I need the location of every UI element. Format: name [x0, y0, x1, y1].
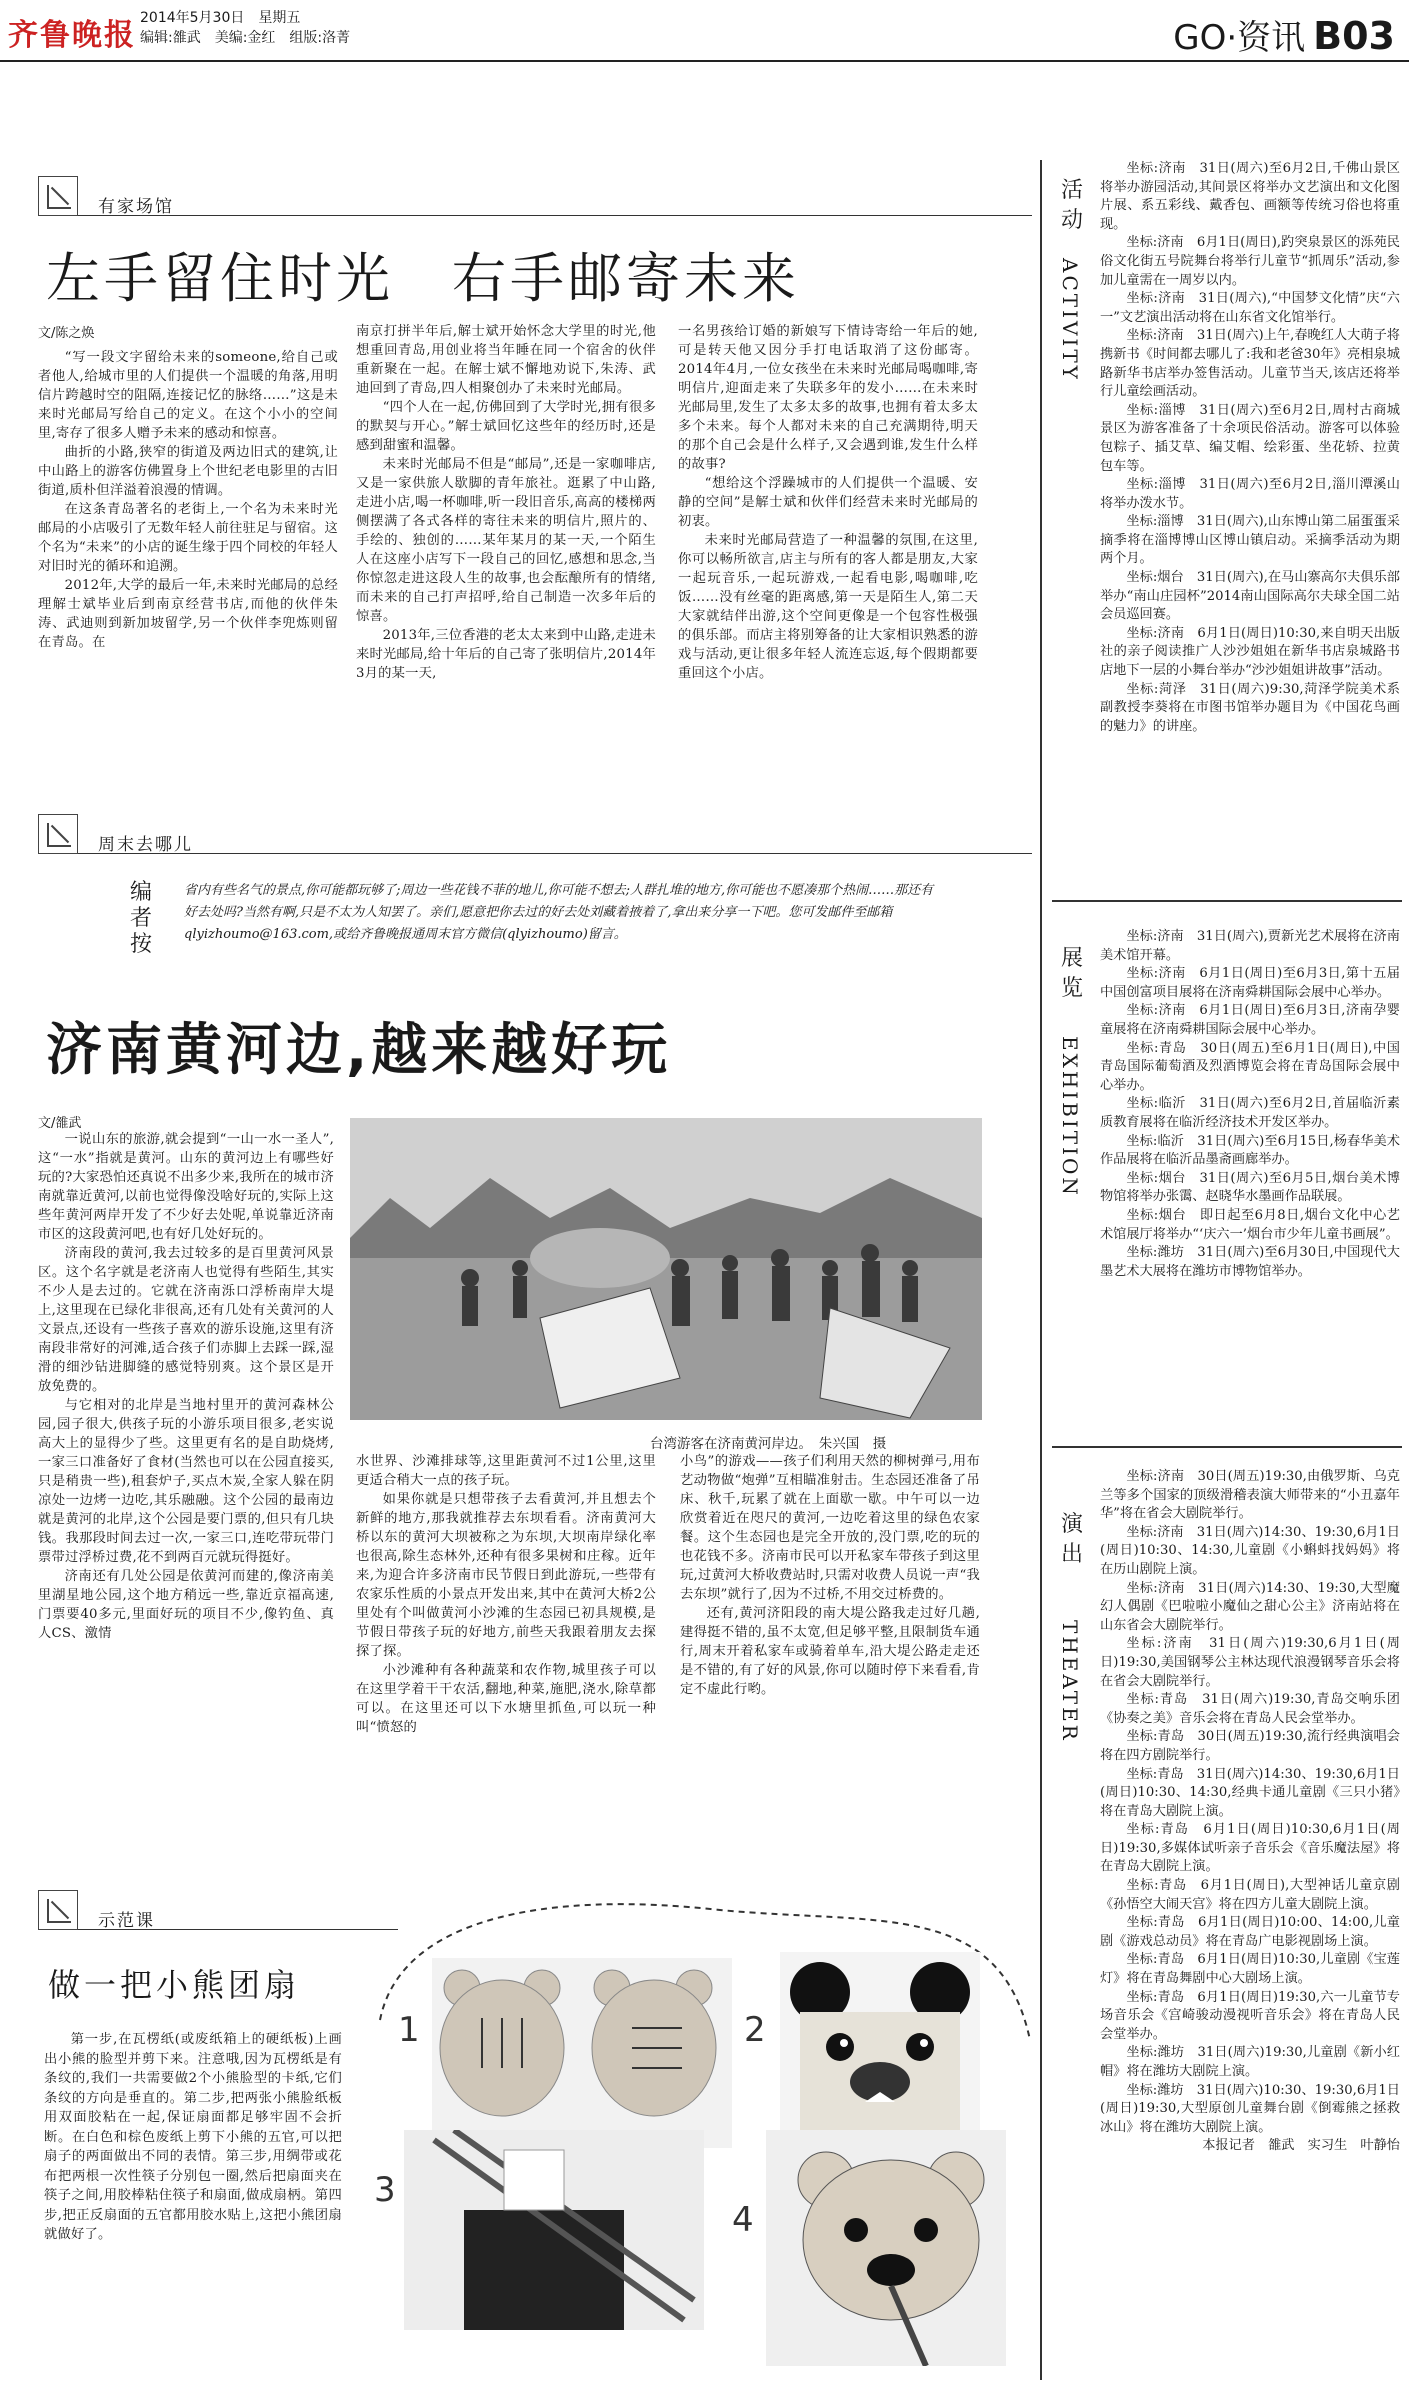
sidebar-label-theater: 演出	[1060, 1512, 1083, 1567]
list-item: 坐标:济南 31日(周六),贾新光艺术展将在济南美术馆开幕。	[1100, 929, 1400, 963]
list-item: 坐标:青岛 6月1日(周日)10:00、14:00,儿童剧《游戏总动员》将在青岛广电影视剧场上演。	[1100, 1915, 1400, 1949]
paragraph: “四个人在一起,仿佛回到了大学时光,拥有很多的默契与开心。”解士斌回忆这些年的经历时,还是感到甜蜜和温馨。	[356, 400, 656, 453]
paragraph: 2013年,三位香港的老太太来到中山路,走进未来时光邮局,给十年后的自己寄了张明信片,2014年3月的某一天,	[356, 628, 656, 681]
list-item: 坐标:潍坊 31日(周六)19:30,儿童剧《新小红帽》将在潍坊大剧院上演。	[1100, 2045, 1400, 2079]
paragraph: 小鸟”的游戏——孩子们利用天然的柳树弹弓,用布艺动物做“炮弹”互相瞄准射击。生态园还准备了吊床、秋千,玩累了就在上面歇一歇。中午可以一边欣赏着近在咫尺的黄河,一边吃着这里的绿色农家餐。这个生态园也是完全开放的,没门票,吃的玩的也花钱不多。济南市民可以开私家车带孩子到这里玩,过黄河大桥收费站时,只需对收费人员说一声“我去东坝”就行了,因为不过桥,不用交过桥费的。	[680, 1454, 980, 1602]
list-item: 坐标:烟台 31日(周六)至6月5日,烟台美术博物馆将举办张霭、赵晓华水墨画作品联展。	[1100, 1170, 1400, 1205]
section-bar-venue	[38, 176, 1032, 216]
paragraph: 在这条青岛著名的老街上,一个名为未来时光邮局的小店吸引了无数年轻人前往驻足与留宿。这个名为“未来”的小店的诞生缘于四个同校的年轻人对旧时光的循环和追溯。	[38, 502, 338, 574]
paragraph: 水世界、沙滩排球等,这里距黄河不过1公里,这里更适合稍大一点的孩子玩。	[356, 1454, 656, 1488]
photo-caption: 台湾游客在济南黄河岸边。 朱兴国 摄	[650, 1436, 887, 1452]
paragraph: 与它相对的北岸是当地村里开的黄河森林公园,园子很大,供孩子玩的小游乐项目很多,老实说高大上的显得少了些。这里更有名的是自助烧烤,一家三口准备好了食材(当然也可以在公园直接买,只是稍贵一些),租套炉子,买点木炭,全家人躲在阴凉处一边烤一边吃,其乐融融。这个公园的最南边就是黄河的北岸,这个公园是要门票的,但只有几块钱。我那段时间去过一次,一家三口,连吃带玩带门票带过浮桥过费,花不到两百元就玩得挺好。	[38, 1398, 334, 1565]
article-headline: 做一把小熊团扇	[48, 1966, 301, 2004]
step-number: 4	[732, 2200, 754, 2240]
header-meta	[140, 8, 350, 48]
editor-note-tag: 编者按	[129, 880, 152, 957]
activity-list	[1100, 160, 1400, 736]
paragraph: 2012年,大学的最后一年,未来时光邮局的总经理解士斌毕业后到南京经营书店,而他的伙伴朱涛、武迪则到新加坡留学,另一个伙伴李兜炼则留在青岛。在	[38, 578, 338, 650]
sidebar-section-divider	[1052, 900, 1402, 902]
list-item: 坐标:潍坊 31日(周六)10:30、19:30,6月1日(周日)19:30,大型原创儿童舞台剧《倒霉熊之拯救冰山》将在潍坊大剧院上演。	[1100, 2082, 1400, 2135]
section-bar-lesson	[38, 1890, 398, 1930]
list-item: 坐标:烟台 即日起至6月8日,烟台文化中心艺术馆展厅将举办“‘庆六一’烟台市少年儿童书画展”。	[1100, 1207, 1400, 1242]
step-number: 2	[744, 2010, 766, 2050]
paragraph: 济南还有几处公园是依黄河而建的,像济南美里湖星地公园,这个地方稍远一些,靠近京福高速,门票要40多元,里面好玩的项目不少,像钓鱼、真人CS、激情	[38, 1569, 334, 1641]
article2-column-1	[38, 1130, 334, 1643]
step4-finished-fan	[766, 2130, 1006, 2366]
list-item: 坐标:济南 31日(周六)至6月2日,千佛山景区将举办游园活动,其间景区将举办文艺演出和文化图片展、系五彩线、戴香包、画额等传统习俗也将重现。	[1100, 161, 1400, 232]
list-item: 坐标:济南 6月1日(周日)10:30,来自明天出版社的亲子阅读推广人沙沙姐姐在新华书店泉城路书店地下一层的小舞台举办“沙沙姐姐讲故事”活动。	[1100, 625, 1400, 679]
date-line: 2014年5月30日 星期五	[140, 10, 301, 26]
step-number: 3	[374, 2170, 396, 2210]
paragraph: 未来时光邮局不但是“邮局”,还是一家咖啡店,又是一家供旅人歇脚的青年旅社。逛累了中山路,走进小店,喝一杯咖啡,听一段旧音乐,高高的楼梯两侧摆满了各式各样的寄往未来的明信片,照片的、手绘的、独创的……某年某月的某一天,一个陌生人在这座小店写下一段自己的回忆,感想和思念,当你惊忽走进这段人生的故事,也会酝酿所有的情绪,而未来的自己打声招呼,给自己制造一次多年后的惊喜。	[356, 457, 656, 624]
paragraph: 小沙滩种有各种蔬菜和农作物,城里孩子可以在这里学着干干农活,翻地,种菜,施肥,浇水,除草都可以。在这里还可以下水塘里抓鱼,可以玩一种叫“愤怒的	[356, 1663, 656, 1735]
section-title	[1173, 10, 1395, 59]
list-item: 坐标:临沂 31日(周六)至6月15日,杨春华美术作品展将在临沂品墨斋画廊举办。	[1100, 1133, 1400, 1168]
sidebar-section-divider	[1052, 1446, 1402, 1448]
step2-bear-face	[780, 1952, 980, 2142]
reporter-credit: 本报记者 雒武 实习生 叶静怡	[1202, 2138, 1400, 2154]
list-item: 坐标:济南 30日(周五)19:30,由俄罗斯、乌克兰等多个国家的顶级滑稽表演大师带来的“小丑嘉年华”将在省会大剧院举行。	[1100, 1469, 1400, 1522]
paragraph: 南京打拼半年后,解士斌开始怀念大学里的时光,他想重回青岛,用创业将当年睡在同一个宿舍的伙伴重新聚在一起。在解士斌不懈地劝说下,朱涛、武迪回到了青岛,四人相聚创办了未来时光邮局。	[356, 324, 656, 396]
list-item: 坐标:青岛 30日(周五)19:30,流行经典演唱会将在四方剧院举行。	[1100, 1729, 1400, 1763]
article1-column-1	[38, 348, 338, 652]
list-item: 坐标:济南 31日(周六)上午,春晚红人大萌子将携新书《时间都去哪儿了:我和老爸30年》亮相泉城路新华书店举办签售活动。儿童节当天,该店还将举行儿童绘画活动。	[1100, 328, 1400, 400]
list-item: 坐标:烟台 31日(周六),在马山寨高尔夫俱乐部举办“南山庄园杯”2014南山国际高尔夫球全国二站会员巡回赛。	[1100, 570, 1400, 623]
exhibition-list	[1100, 928, 1400, 1281]
sidebar-label-activity-en: ACTIVITY	[1058, 258, 1082, 382]
article1-column-2	[356, 322, 656, 683]
paragraph: “写一段文字留给未来的someone,给自己或者他人,给城市里的人们提供一个温暖的角落,用明信片跨越时空的阻隔,连接记忆的脉络……”这是未来时光邮局写给自己的定义。在这个小小的空间里,寄存了很多人赠予未来的感动和惊喜。	[38, 350, 338, 441]
list-item: 坐标:济南 31日(周六)14:30、19:30,大型魔幻人偶剧《巴啦啦小魔仙之甜心公主》济南站将在山东省会大剧院举行。	[1100, 1580, 1400, 1633]
list-item: 坐标:济南 31日(周六)19:30,6月1日(周日)19:30,美国钢琴公主林达现代浪漫钢琴音乐会将在省会大剧院举行。	[1100, 1636, 1400, 1689]
step3-chopsticks	[404, 2130, 704, 2330]
sidebar-label-theater-en: THEATER	[1058, 1620, 1082, 1743]
theater-list	[1100, 1468, 1400, 2156]
photo-illustration	[350, 1118, 982, 1420]
list-item: 坐标:济南 6月1日(周日)至6月3日,第十五届中国创富项目展将在济南舜耕国际会展中心举办。	[1100, 966, 1400, 1000]
list-item: 坐标:淄博 31日(周六)至6月2日,淄川潭溪山将举办泼水节。	[1100, 477, 1400, 511]
list-item: 坐标:青岛 30日(周五)至6月1日(周日),中国青岛国际葡萄酒及烈酒博览会将在青岛国际会展中心举办。	[1100, 1040, 1400, 1093]
section-name: GO·资讯	[1173, 18, 1306, 58]
article-byline: 文/雒武	[38, 1116, 82, 1131]
editors-line: 编辑:雒武 美编:金红 组版:洛菁	[140, 30, 351, 46]
list-item: 坐标:青岛 6月1日(周日),大型神话儿童京剧《孙悟空大闹天宫》将在四方儿童大剧院上演。	[1100, 1878, 1400, 1912]
section-label: 示范课	[98, 1911, 155, 1931]
article2-column-2	[356, 1452, 656, 1737]
section-label: 有家场馆	[98, 197, 174, 217]
article2-column-3	[680, 1452, 980, 1699]
list-item: 坐标:济南 31日(周六)14:30、19:30,6月1日(周日)10:30、14:30,儿童剧《小蝌蚪找妈妈》将在历山剧院上演。	[1100, 1524, 1400, 1577]
paragraph: 第一步,在瓦楞纸(或废纸箱上的硬纸板)上画出小熊的脸型并剪下来。注意哦,因为瓦楞纸是有条纹的,我们一共需要做2个小熊脸型的卡纸,它们条纹的方向是垂直的。第二步,把两张小熊脸纸板用双面胶粘在一起,保证扇面都足够牢固不会折断。在白色和棕色废纸上剪下小熊的五官,可以把扇子的两面做出不同的表情。第三步,用绸带或花布把两根一次性筷子分别包一圈,然后把扇面夹在筷子之间,用胶棒粘住筷子和扇面,做成扇柄。第四步,把正反扇面的五官都用胶水贴上,这把小熊团扇就做好了。	[44, 2032, 342, 2242]
sidebar-divider	[1040, 160, 1042, 2380]
paragraph: 如果你就是只想带孩子去看黄河,并且想去个新鲜的地方,那我就推荐去东坝看看。济南黄河大桥以东的黄河大坝被称之为东坝,大坝南岸绿化率也很高,除生态林外,还种有很多果树和庄稼。近年来,为迎合许多济南市民节假日到此游玩,一些带有农家乐性质的小景点开发出来,其中在黄河大桥2公里处有个叫做黄河小沙滩的生态园已初具规模,是节假日带孩子玩的好地方,前些天我跟着朋友去探探了探。	[356, 1492, 656, 1659]
section-arrow-icon	[38, 814, 78, 854]
paragraph: 一名男孩给订婚的新娘写下情诗寄给一年后的她,可是转天他又因分手打电话取消了这份邮寄。2014年4月,一位女孩坐在未来时光邮局喝咖啡,寄明信片,迎面走来了失联多年的发小……在未来时光邮局里,发生了太多太多的故事,也拥有着太多太多个未来。每个人都对未来的自己充满期待,明天的那个自己会是什么样子,又会遇到谁,发生什么样的故事?	[678, 324, 978, 472]
list-item: 坐标:淄博 31日(周六),山东博山第二届蛋蛋采摘季将在淄博博山区博山镇启动。采摘季活动为期两个月。	[1100, 514, 1400, 567]
paragraph: 一说山东的旅游,就会提到“一山一水一圣人”,这“一水”指就是黄河。山东的黄河边上有哪些好玩的?大家恐怕还真说不出多少来,我所在的城市济南就靠近黄河,以前也觉得像没啥好玩的,实际上这些年黄河两岸开发了不少好去处呢,单说靠近济南市区的这段黄河吧,也有好几处好玩的。	[38, 1132, 334, 1242]
list-item: 坐标:青岛 6月1日(周日)10:30,6月1日(周日)19:30,多媒体试听亲子音乐会《音乐魔法屋》将在青岛大剧院上演。	[1100, 1822, 1400, 1875]
section-arrow-icon	[38, 176, 78, 216]
step-number: 1	[398, 2010, 420, 2050]
article-byline: 文/陈之焕	[38, 326, 95, 341]
paragraph: 曲折的小路,狭窄的街道及两边旧式的建筑,让中山路上的游客仿佛置身上个世纪老电影里的古旧街道,质朴但洋溢着浪漫的情调。	[38, 445, 338, 498]
list-item: 坐标:菏泽 31日(周六)9:30,菏泽学院美术系副教授李葵将在市图书馆举办题目为《中国花鸟画的魅力》的讲座。	[1100, 681, 1400, 734]
paragraph: 还有,黄河济阳段的南大堤公路我走过好几趟,建得挺不错的,虽不太宽,但足够平整,且限制货车通行,周末开着私家车或骑着单车,沿大堤公路走走还是不错的,有了好的风景,你可以随时停下来看看,肯定不虚此行哟。	[680, 1606, 980, 1697]
page-number: B03	[1313, 14, 1395, 58]
tourists-photo	[350, 1118, 982, 1420]
sidebar-label-exhibition-en: EXHIBITION	[1058, 1036, 1082, 1198]
masthead	[0, 0, 1409, 62]
list-item: 坐标:淄博 31日(周六)至6月2日,周村古商城景区为游客准备了十余项民俗活动。游客可以体验包粽子、插艾草、编艾帽、绘彩蛋、坐花轿、拉黄包车等。	[1100, 402, 1400, 474]
section-bar-weekend	[38, 814, 1032, 854]
list-item: 坐标:青岛 6月1日(周日)19:30,六一儿童节专场音乐会《宫崎骏动漫视听音乐会》将在青岛人民会堂举办。	[1100, 1989, 1400, 2042]
list-item: 坐标:青岛 31日(周六)19:30,青岛交响乐团《协奏之美》音乐会将在青岛人民会堂举办。	[1100, 1692, 1400, 1726]
list-item: 坐标:济南 31日(周六),“中国梦文化情”庆“六一”文艺演出活动将在山东省文化馆举行。	[1100, 291, 1400, 325]
list-item: 坐标:青岛 6月1日(周日)10:30,儿童剧《宝莲灯》将在青岛舞剧中心大剧场上演。	[1100, 1952, 1400, 1987]
newspaper-logo: 齐鲁晚报	[8, 18, 136, 53]
editor-note: 省内有些名气的景点,你可能都玩够了;周边一些花钱不菲的地儿,你可能不想去;人群扎堆的地方,你可能也不愿凑那个热闹……那还有好去处吗?当然有啊,只是不太为人知罢了。亲们,愿意把你去过的好去处刘藏着掖着了,拿出来分享一下吧。您可发邮件至邮箱qlyizhoumo@163.com,或给齐鲁晚报通周末官方微信(qlyizhoumo)留言。	[184, 883, 934, 942]
paragraph: 未来时光邮局营造了一种温馨的氛围,在这里,你可以畅所欲言,店主与所有的客人都是朋友,大家一起玩音乐,一起玩游戏,一起看电影,喝咖啡,吃饭……没有丝毫的距离感,第一天是陌生人,第二天大家就结伴出游,这个空间更像是一个包容性极强的俱乐部。而店主将别筹备的让大家相识熟悉的游戏与活动,更让很多年轻人流连忘返,每个假期都要重回这个小店。	[678, 533, 978, 681]
section-label: 周末去哪儿	[98, 835, 193, 855]
paragraph: “想给这个浮躁城市的人们提供一个温暖、安静的空间”是解士斌和伙伴们经营未来时光邮局的初衷。	[678, 476, 978, 529]
list-item: 坐标:临沂 31日(周六)至6月2日,首届临沂素质教育展将在临沂经济技术开发区举办。	[1100, 1096, 1400, 1130]
section-arrow-icon	[38, 1890, 78, 1930]
list-item: 坐标:济南 6月1日(周日)至6月3日,济南孕婴童展将在济南舜耕国际会展中心举办。	[1100, 1003, 1400, 1037]
step1-bear-cutouts	[432, 1958, 732, 2148]
paragraph: 济南段的黄河,我去过较多的是百里黄河风景区。这个名字就是老济南人也觉得有些陌生,其实不少人是去过的。它就在济南泺口浮桥南岸大堤上,这里现在已绿化非很高,还有几处有关黄河的人文景点,还设有一些孩子喜欢的游乐设施,这里有济南段非常好的河滩,适合孩子们赤脚上去踩一踩,湿滑的细沙钻进脚缝的感觉特别爽。这个景区是开放免费的。	[38, 1246, 334, 1394]
article3-column-1	[44, 2030, 342, 2245]
article-headline: 济南黄河边,越来越好玩	[46, 1018, 672, 1083]
article-headline: 左手留住时光 右手邮寄未来	[46, 247, 800, 310]
sidebar-label-exhibition: 展览	[1060, 946, 1083, 1001]
list-item: 坐标:潍坊 31日(周六)至6月30日,中国现代大墨艺术大展将在潍坊市博物馆举办。	[1100, 1245, 1400, 1279]
sidebar-label-activity: 活动	[1060, 178, 1083, 233]
list-item: 坐标:青岛 31日(周六)14:30、19:30,6月1日(周日)10:30、14:30,经典卡通儿童剧《三只小猪》将在青岛大剧院上演。	[1100, 1766, 1400, 1819]
list-item: 坐标:济南 6月1日(周日),趵突泉景区的泺苑民俗文化街五号院舞台将举行儿童节“抓周乐”活动,参加儿童需在一周岁以内。	[1100, 235, 1400, 288]
article1-column-3	[678, 322, 978, 683]
